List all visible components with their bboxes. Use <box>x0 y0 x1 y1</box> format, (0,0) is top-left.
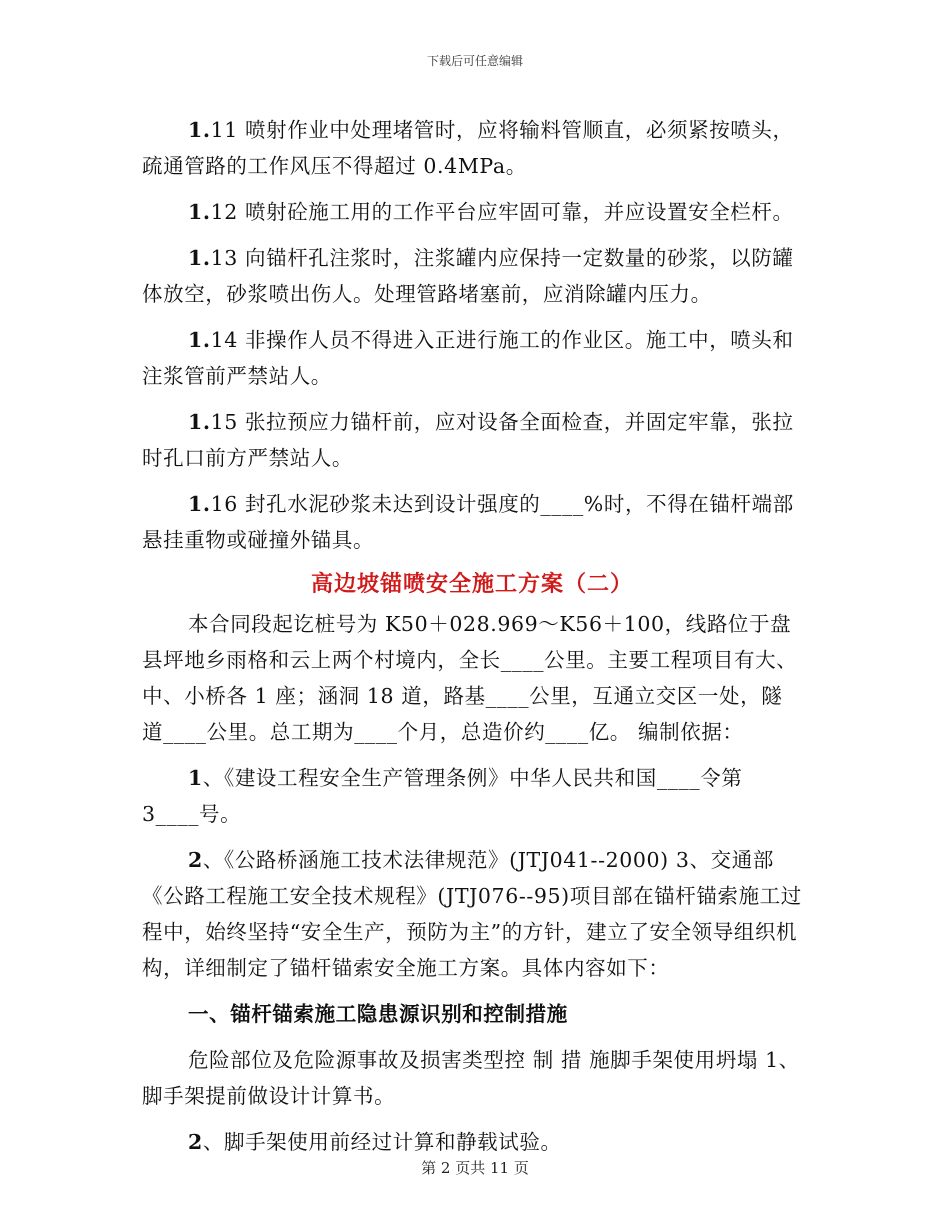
paragraph-1-13 <box>142 240 802 312</box>
item-number: 1. <box>188 492 211 516</box>
risk-table-line: 危险部位及危险源事故及损害类型控 制 措 施脚手架使用坍塌 1、脚手架提前做设计计算书。 <box>142 1048 800 1108</box>
paragraph-1-14 <box>142 322 802 394</box>
item-2 <box>142 1124 802 1160</box>
paragraph-text: 13 向锚杆孔注浆时，注浆罐内应保持一定数量的砂浆，以防罐体放空，砂浆喷出伤人。处理管路堵塞前，应消除罐内压力。 <box>142 246 794 306</box>
paragraph-text: 、《建设工程安全生产管理条例》中华人民共和国____令第 3____号。 <box>142 766 743 826</box>
document-body <box>142 112 802 1160</box>
basis-2 <box>142 842 802 986</box>
item-number: 2 <box>188 848 203 872</box>
item-number: 1. <box>188 118 211 142</box>
paragraph-text: 12 喷射砼施工用的工作平台应牢固可靠，并应设置安全栏杆。 <box>210 200 794 224</box>
paragraph-1-12 <box>142 194 802 230</box>
paragraph-text: 、《公路桥涵施工技术法律规范》(JTJ041--2000) 3、交通部《公路工程施工安全技术规程》(JTJ076--95)项目部在锚杆锚索施工过程中，始终坚持“安全生产，预防为主”的方针，建立了安全领导组织机构，详细制定了锚杆锚索安全施工方案。具体内容如下： <box>142 848 802 980</box>
paragraph-text: 15 张拉预应力锚杆前，应对设备全面检查，并固定牢靠，张拉时孔口前方严禁站人。 <box>142 410 794 470</box>
item-number: 1. <box>188 200 211 224</box>
paragraph-1-11 <box>142 112 802 184</box>
item-number: 1. <box>188 246 211 270</box>
item-number: 1. <box>188 328 211 352</box>
intro-paragraph: 本合同段起讫桩号为 K50＋028.969～K56＋100，线路位于盘县坪地乡雨格和云上两个村境内，全长____公里。主要工程项目有大、中、小桥各 1 座；涵洞 18 道，路基____公里，互通立交区一处，隧道____公里。总工期为____个月，总造价约____亿。 编制依据： <box>142 612 798 744</box>
item-number: 1 <box>188 766 203 790</box>
basis-1 <box>142 760 802 832</box>
paragraph-1-15 <box>142 404 802 476</box>
paragraph-1-16 <box>142 486 802 558</box>
item-number: 1. <box>188 410 211 434</box>
paragraph-text: 、脚手架使用前经过计算和静载试验。 <box>202 1130 562 1154</box>
paragraph-text: 16 封孔水泥砂浆未达到设计强度的____%时，不得在锚杆端部悬挂重物或碰撞外锚具。 <box>142 492 794 552</box>
paragraph-text: 14 非操作人员不得进入正进行施工的作业区。施工中，喷头和注浆管前严禁站人。 <box>142 328 794 388</box>
section-heading-1: 一、锚杆锚索施工隐患源识别和控制措施 <box>188 1002 568 1026</box>
page-footer: 第 2 页共 11 页 <box>421 1159 529 1177</box>
paragraph-text: 11 喷射作业中处理堵管时，应将输料管顺直，必须紧按喷头，疏通管路的工作风压不得超过 0.4MPa。 <box>142 118 794 178</box>
section-title: 高边坡锚喷安全施工方案（二） <box>310 571 633 597</box>
item-number: 2 <box>188 1130 203 1154</box>
page-header: 下载后可任意编辑 <box>426 54 523 68</box>
